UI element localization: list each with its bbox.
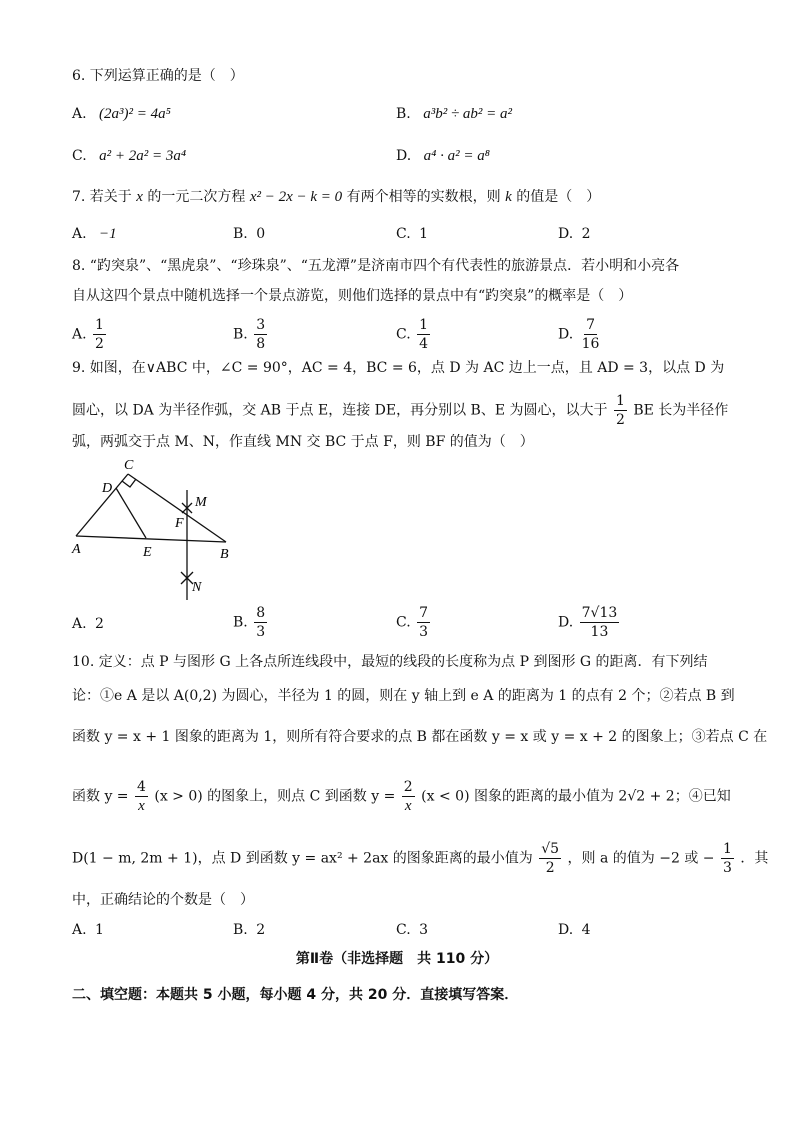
- q10-option-a-label: A.: [72, 922, 87, 938]
- q9-half-fraction: [614, 392, 627, 429]
- q6-option-a-expr: (2a³)² = 4a⁵: [99, 106, 171, 122]
- q6-option-c-expr: a² + 2a² = 3a⁴: [99, 148, 187, 164]
- right-angle-mark: [122, 479, 136, 487]
- q7-stem-b: 的一元二次方程: [147, 189, 246, 205]
- q7-option-b: [233, 224, 265, 244]
- q10-option-c-value: 3: [419, 922, 429, 938]
- fill-in-blank-heading: 二、填空题：本题共 5 小题，每小题 4 分，共 20 分．直接填写答案．: [72, 987, 519, 1003]
- q10-line6: 中，正确结论的个数是（ ）: [72, 892, 254, 908]
- q10-fraction-1-over-3: [721, 840, 734, 877]
- q9-half-den: 2: [615, 412, 625, 428]
- q7-stem-d: 的值是（ ）: [516, 189, 601, 205]
- q10-option-a: [72, 920, 104, 940]
- q6-option-b-expr: a³b² ÷ ab² = a²: [423, 106, 513, 122]
- q9-option-d-den: 13: [590, 624, 609, 640]
- q10-line4: [72, 778, 731, 815]
- segment-de: [116, 488, 146, 538]
- q8-line1: 8. “趵突泉”、“黑虎泉”、“珍珠泉”、“五龙潭”是济南市四个有代表性的旅游景点．若小明和小亮各: [72, 258, 680, 274]
- q8-option-a-fraction: [93, 316, 106, 353]
- q6-option-c: [72, 146, 186, 166]
- q6-option-d: [396, 146, 490, 166]
- label-e: E: [143, 545, 152, 560]
- q10-f2-den: x: [404, 798, 412, 814]
- q9-line2: [72, 392, 728, 429]
- q8-option-d-label: D.: [558, 326, 574, 343]
- q8-option-b-label: B.: [233, 326, 248, 343]
- label-a: A: [72, 542, 81, 557]
- q10-option-c: [396, 920, 428, 940]
- q9-option-d: [558, 604, 621, 641]
- q10-line2: 论：①e A 是以 A(0,2) 为圆心，半径为 1 的圆，则在 y 轴上到 e A 的距离为 1 的点有 2 个；②若点 B 到: [72, 688, 735, 704]
- q10-option-b: [233, 920, 265, 940]
- q7-equation: x² − 2x − k = 0: [249, 189, 343, 205]
- q10-line5-a: D(1 − m, 2m + 1)，点 D 到函数 y = ax² + 2ax 的图象距离的最小值为: [72, 850, 533, 867]
- q7-option-a-value: −1: [99, 226, 117, 242]
- label-b: B: [220, 547, 229, 562]
- q10-line5-b: ，则 a 的值为 −2 或 −: [567, 850, 715, 867]
- q9-option-b-den: 3: [256, 624, 266, 640]
- label-d: D: [102, 481, 113, 496]
- q6-option-d-label: D.: [396, 148, 412, 164]
- q7-option-d-label: D.: [558, 226, 574, 242]
- q7-var-x: x: [136, 189, 143, 205]
- q10-fraction-2-over-x: [402, 778, 415, 815]
- q7-option-c: [396, 224, 428, 244]
- q10-f4-den: 3: [722, 860, 732, 876]
- label-c: C: [124, 458, 134, 473]
- q9-option-b-fraction: [254, 604, 267, 641]
- q7-stem: [72, 187, 600, 207]
- q8-option-c-label: C.: [396, 326, 411, 343]
- q8-option-d-den: 16: [581, 336, 600, 352]
- q8-option-a-den: 2: [95, 336, 104, 352]
- q10-line4-b: (x > 0) 的图象上，则点 C 到函数 y =: [154, 788, 396, 805]
- q9-option-a-value: 2: [95, 616, 104, 632]
- q10-option-d-label: D.: [558, 922, 574, 938]
- q10-option-d-value: 4: [581, 922, 591, 938]
- q9-option-c: [396, 604, 432, 641]
- q6-option-a-label: A.: [72, 106, 87, 122]
- q6-option-b-label: B.: [396, 106, 411, 122]
- q10-f3-num: √5: [541, 841, 560, 857]
- q7-option-c-label: C.: [396, 226, 411, 242]
- q8-option-c-fraction: [417, 316, 430, 353]
- q10-option-b-label: B.: [233, 922, 248, 938]
- q10-line3: 函数 y = x + 1 图象的距离为 1，则所有符合要求的点 B 都在函数 y = x 或 y = x + 2 的图象上；③若点 C 在: [72, 729, 768, 745]
- q8-option-d-fraction: [580, 316, 602, 353]
- q8-option-a: [72, 316, 108, 353]
- q7-option-c-value: 1: [419, 226, 429, 242]
- q9-option-b-num: 8: [256, 605, 266, 621]
- q10-fraction-4-over-x: [135, 778, 148, 815]
- q10-fraction-sqrt5-over-2: [539, 840, 561, 877]
- q10-line5: [72, 840, 768, 877]
- q8-option-b: [233, 316, 269, 353]
- q7-stem-c: 有两个相等的实数根，则: [346, 189, 501, 205]
- q7-option-a: [72, 224, 117, 244]
- q8-option-d: [558, 316, 603, 353]
- q7-option-b-value: 0: [256, 226, 266, 242]
- q6-option-d-expr: a⁴ · a² = a⁸: [423, 148, 490, 164]
- q9-option-d-fraction: [580, 604, 620, 641]
- q6-option-c-label: C.: [72, 148, 87, 164]
- q7-option-d: [558, 224, 591, 244]
- q9-line1: 9. 如图，在∨ABC 中，∠C = 90°，AC = 4，BC = 6，点 D 为 AC 边上一点，且 AD = 3，以点 D 为: [72, 360, 725, 376]
- q10-line1: 10. 定义：点 P 与图形 G 上各点所连线段中，最短的线段的长度称为点 P 到图形 G 的距离．有下列结: [72, 654, 708, 670]
- q6-option-b: [396, 104, 512, 124]
- q8-option-b-num: 3: [256, 317, 266, 333]
- q10-f4-num: 1: [722, 841, 732, 857]
- q9-option-b-label: B.: [233, 614, 248, 631]
- q9-geometry-figure: [60, 450, 260, 610]
- q9-half-num: 1: [615, 393, 625, 409]
- q10-line4-c: (x < 0) 图象的距离的最小值为 2√2 + 2；④已知: [421, 788, 731, 805]
- label-f: F: [175, 516, 184, 531]
- q8-line2: 自从这四个景点中随机选择一个景点游览，则他们选择的景点中有“趵突泉”的概率是（ ）: [72, 288, 633, 304]
- q9-line3: 弧，两弧交于点 M、N，作直线 MN 交 BC 于点 F，则 BF 的值为（ ）: [72, 434, 534, 450]
- q9-option-d-label: D.: [558, 614, 574, 631]
- q10-option-d: [558, 920, 591, 940]
- q10-option-a-value: 1: [95, 922, 104, 938]
- q9-line2-a: 圆心，以 DA 为半径作弧，交 AB 于点 E，连接 DE，再分别以 B、E 为圆心，以大于: [72, 402, 608, 419]
- q10-option-c-label: C.: [396, 922, 411, 938]
- q9-option-c-fraction: [417, 604, 430, 641]
- q7-option-a-label: A.: [72, 226, 87, 242]
- q8-option-c-den: 4: [419, 336, 429, 352]
- q10-line4-a: 函数 y =: [72, 788, 129, 805]
- q8-option-c-num: 1: [419, 317, 429, 333]
- q8-option-a-num: 1: [95, 317, 104, 333]
- q10-f1-num: 4: [137, 779, 146, 795]
- q9-option-a-label: A.: [72, 616, 87, 632]
- q9-option-c-den: 3: [419, 624, 429, 640]
- q10-f3-den: 2: [545, 860, 555, 876]
- q9-option-d-num: 7√13: [581, 605, 618, 621]
- q8-option-b-den: 8: [256, 336, 266, 352]
- q8-option-a-label: A.: [72, 326, 87, 343]
- section-2-title: 第Ⅱ卷（非选择题 共 110 分）: [295, 951, 499, 967]
- q9-option-a: [72, 614, 104, 634]
- q8-option-b-fraction: [254, 316, 267, 353]
- q8-option-d-num: 7: [586, 317, 596, 333]
- label-m: M: [195, 495, 207, 510]
- q10-f2-num: 2: [403, 779, 413, 795]
- q7-option-b-label: B.: [233, 226, 248, 242]
- q7-option-d-value: 2: [581, 226, 591, 242]
- q9-line2-b: BE 长为半径作: [633, 402, 729, 419]
- q10-f1-den: x: [138, 798, 145, 814]
- side-ab: [76, 536, 226, 542]
- q9-option-c-num: 7: [419, 605, 429, 621]
- q6-stem: 6. 下列运算正确的是（ ）: [72, 68, 244, 84]
- label-n: N: [192, 580, 202, 595]
- q10-option-b-value: 2: [256, 922, 266, 938]
- q6-option-a: [72, 104, 171, 124]
- q8-option-c: [396, 316, 432, 353]
- q7-stem-a: 7. 若关于: [72, 189, 132, 205]
- q9-option-b: [233, 604, 269, 641]
- q10-line5-c: ．其: [740, 850, 769, 867]
- q9-option-c-label: C.: [396, 614, 411, 631]
- q7-var-k: k: [505, 189, 512, 205]
